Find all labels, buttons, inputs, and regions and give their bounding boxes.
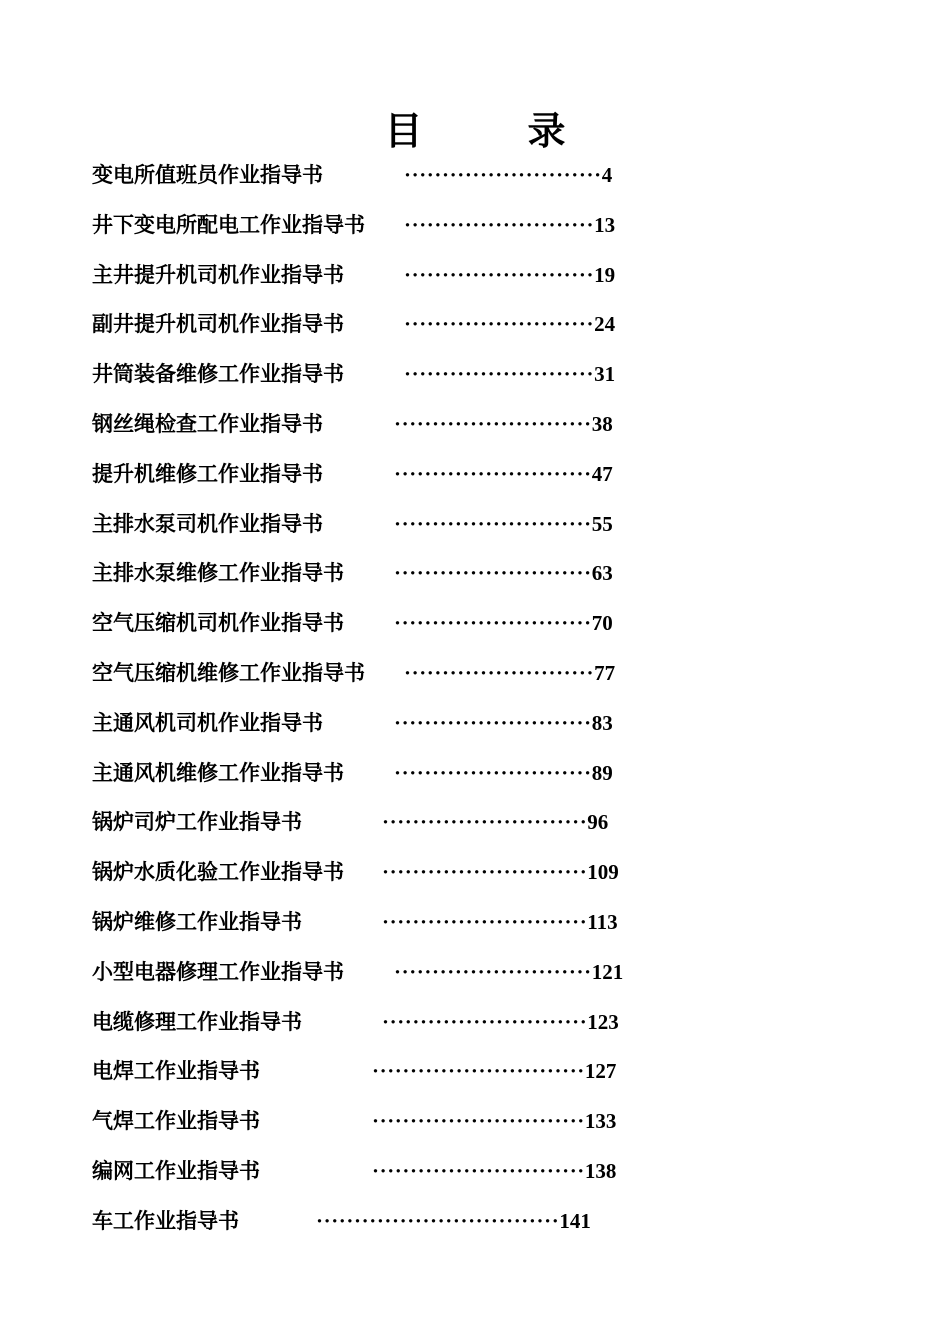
toc-entry[interactable] [92,155,712,205]
toc-entry-title: 副井提升机司机作业指导书 [92,311,344,337]
toc-entry-title: 电缆修理工作业指导书 [92,1008,302,1034]
toc-leader-dots: ························· [404,212,595,237]
toc-entry-leader-page [382,802,608,842]
toc-title [0,100,950,155]
toc-leader-dots: ·························· [394,959,592,984]
toc-entry-page: 89 [591,760,613,785]
toc-leader-dots: ·························· [394,411,592,436]
toc-entry-leader-page [382,902,618,942]
toc-entry-page: 13 [594,212,616,237]
toc-entry-page: 123 [587,1009,619,1034]
toc-entry-leader-page [404,354,615,394]
toc-entry-title: 空气压缩机维修工作业指导书 [92,659,365,685]
toc-entry-leader-page [394,454,613,494]
toc-entry-page: 19 [594,262,616,287]
toc-list [92,155,712,1251]
toc-entry-title: 钢丝绳检查工作业指导书 [92,410,323,436]
toc-entry-page: 47 [591,461,613,486]
toc-entry[interactable] [92,802,712,852]
toc-entry-title: 编网工作业指导书 [92,1157,260,1183]
toc-title-left: 目 [384,108,423,153]
toc-leader-dots: ·························· [394,611,592,636]
toc-entry-leader-page [394,703,613,743]
toc-entry-page: 31 [594,362,616,387]
toc-leader-dots: ··························· [382,810,588,835]
toc-leader-dots: ························· [404,312,595,337]
toc-leader-dots: ··························· [382,1009,588,1034]
toc-entry[interactable] [92,1002,712,1052]
toc-entry-page: 138 [584,1158,617,1183]
toc-entry[interactable] [92,304,712,354]
toc-title-right: 录 [527,108,566,153]
toc-entry-page: 113 [587,909,618,934]
toc-entry[interactable] [92,753,712,803]
toc-entry-title: 井下变电所配电工作业指导书 [92,211,365,237]
toc-leader-dots: ························· [404,362,595,387]
toc-entry-page: 121 [591,959,624,984]
toc-entry-leader-page [394,504,613,544]
toc-entry[interactable] [92,404,712,454]
toc-entry-title: 主通风机司机作业指导书 [92,709,323,735]
toc-entry[interactable] [92,952,712,1002]
toc-leader-dots: ·························· [394,561,592,586]
toc-entry-title: 空气压缩机司机作业指导书 [92,610,344,636]
toc-leader-dots: ·························· [394,710,592,735]
toc-entry-title: 提升机维修工作业指导书 [92,460,323,486]
toc-entry[interactable] [92,454,712,504]
toc-entry[interactable] [92,902,712,952]
toc-entry-page: 24 [594,312,616,337]
toc-leader-dots: ··························· [382,860,588,885]
toc-entry-leader-page [394,603,613,643]
toc-entry-leader-page [404,255,615,295]
toc-entry-page: 83 [591,710,613,735]
toc-entry-title: 锅炉水质化验工作业指导书 [92,859,344,885]
toc-entry-title: 车工作业指导书 [92,1207,239,1233]
toc-leader-dots: ···························· [372,1059,585,1084]
toc-entry-title: 锅炉维修工作业指导书 [92,908,302,934]
toc-entry-page: 109 [587,860,619,885]
toc-entry-page: 55 [591,511,613,536]
toc-entry-title: 气焊工作业指导书 [92,1108,260,1134]
toc-entry-leader-page [382,852,619,892]
toc-entry-title: 主井提升机司机作业指导书 [92,261,344,287]
toc-entry-leader-page [382,1002,619,1042]
toc-entry-leader-page [394,404,613,444]
toc-entry-leader-page [394,952,623,992]
toc-leader-dots: ·························· [394,760,592,785]
toc-entry-leader-page [316,1201,591,1241]
toc-entry-page: 38 [591,411,613,436]
toc-entry-title: 锅炉司炉工作业指导书 [92,809,302,835]
toc-entry[interactable] [92,504,712,554]
toc-entry-page: 133 [584,1109,617,1134]
toc-entry[interactable] [92,1051,712,1101]
toc-entry-leader-page [404,205,615,245]
toc-leader-dots: ··························· [382,909,588,934]
toc-entry[interactable] [92,703,712,753]
toc-leader-dots: ································ [316,1208,560,1233]
toc-entry[interactable] [92,1151,712,1201]
toc-leader-dots: ···························· [372,1158,585,1183]
toc-entry-title: 电焊工作业指导书 [92,1058,260,1084]
toc-leader-dots: ·························· [404,163,602,187]
toc-entry-title: 主通风机维修工作业指导书 [92,759,344,785]
toc-leader-dots: ························· [404,262,595,287]
toc-entry-page: 141 [559,1208,591,1233]
toc-entry-page: 70 [591,611,613,636]
toc-leader-dots: ·························· [394,461,592,486]
toc-entry-leader-page [404,653,615,693]
toc-entry-title: 主排水泵维修工作业指导书 [92,560,344,586]
toc-entry-page: 96 [587,810,609,835]
toc-entry[interactable] [92,653,712,703]
toc-entry-leader-page [404,155,612,195]
toc-entry[interactable] [92,205,712,255]
toc-entry-title: 变电所值班员作业指导书 [92,162,323,187]
toc-entry[interactable] [92,1201,712,1251]
toc-entry[interactable] [92,354,712,404]
toc-leader-dots: ·························· [394,511,592,536]
toc-entry-page: 4 [601,163,613,187]
toc-entry-leader-page [372,1101,616,1141]
toc-leader-dots: ···························· [372,1109,585,1134]
toc-entry[interactable] [92,553,712,603]
toc-entry[interactable] [92,255,712,305]
toc-entry-page: 63 [591,561,613,586]
toc-entry[interactable] [92,1101,712,1151]
toc-entry-leader-page [372,1151,616,1191]
toc-entry[interactable] [92,603,712,653]
toc-entry-page: 127 [584,1059,617,1084]
toc-entry-leader-page [394,753,613,793]
toc-entry-title: 井筒装备维修工作业指导书 [92,361,344,387]
toc-entry-leader-page [404,304,615,344]
toc-entry-title: 主排水泵司机作业指导书 [92,510,323,536]
toc-entry-leader-page [394,553,613,593]
toc-leader-dots: ························· [404,660,595,685]
toc-entry-leader-page [372,1051,616,1091]
toc-entry[interactable] [92,852,712,902]
toc-entry-title: 小型电器修理工作业指导书 [92,958,344,984]
toc-entry-page: 77 [594,660,616,685]
